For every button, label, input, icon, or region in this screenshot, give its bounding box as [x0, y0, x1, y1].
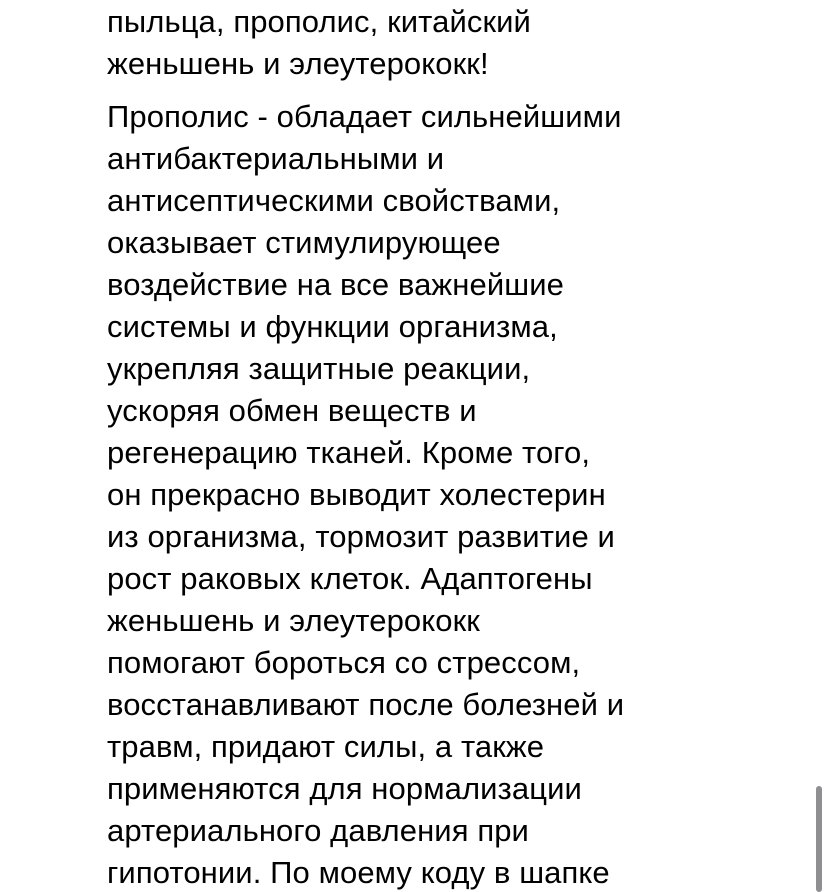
text-line: пыльца, прополис, китайский [107, 4, 531, 39]
text-line: ускоряя обмен веществ и [107, 393, 477, 428]
text-line: гипотонии. По моему коду в шапке [107, 855, 610, 890]
text-line: травм, придают силы, а также [107, 729, 545, 764]
text-line: регенерацию тканей. Кроме того, [107, 435, 591, 470]
text-line: восстанавливают после болезней и [107, 687, 625, 722]
text-line: женьшень и элеутерококк! [107, 46, 489, 81]
text-line: антибактериальными и [107, 141, 445, 176]
text-line: воздействие на все важнейшие [107, 267, 564, 302]
text-line: рост раковых клеток. Адаптогены [107, 561, 593, 596]
text-line: системы и функции организма, [107, 309, 558, 344]
text-line: укрепляя защитные реакции, [107, 351, 531, 386]
text-line: артериального давления при [107, 813, 529, 848]
scrollbar-thumb[interactable] [816, 786, 822, 892]
text-line: применяются для нормализации [107, 771, 582, 806]
text-line: помогают бороться со стрессом, [107, 645, 581, 680]
text-line: оказывает стимулирующее [107, 225, 501, 260]
text-line: антисептическими свойствами, [107, 183, 561, 218]
text-line: он прекрасно выводит холестерин [107, 477, 606, 512]
text-line: женьшень и элеутерококк [107, 603, 480, 638]
text-line: из организма, тормозит развитие и [107, 519, 615, 554]
text-line: Прополис - обладает сильнейшими [107, 99, 622, 134]
